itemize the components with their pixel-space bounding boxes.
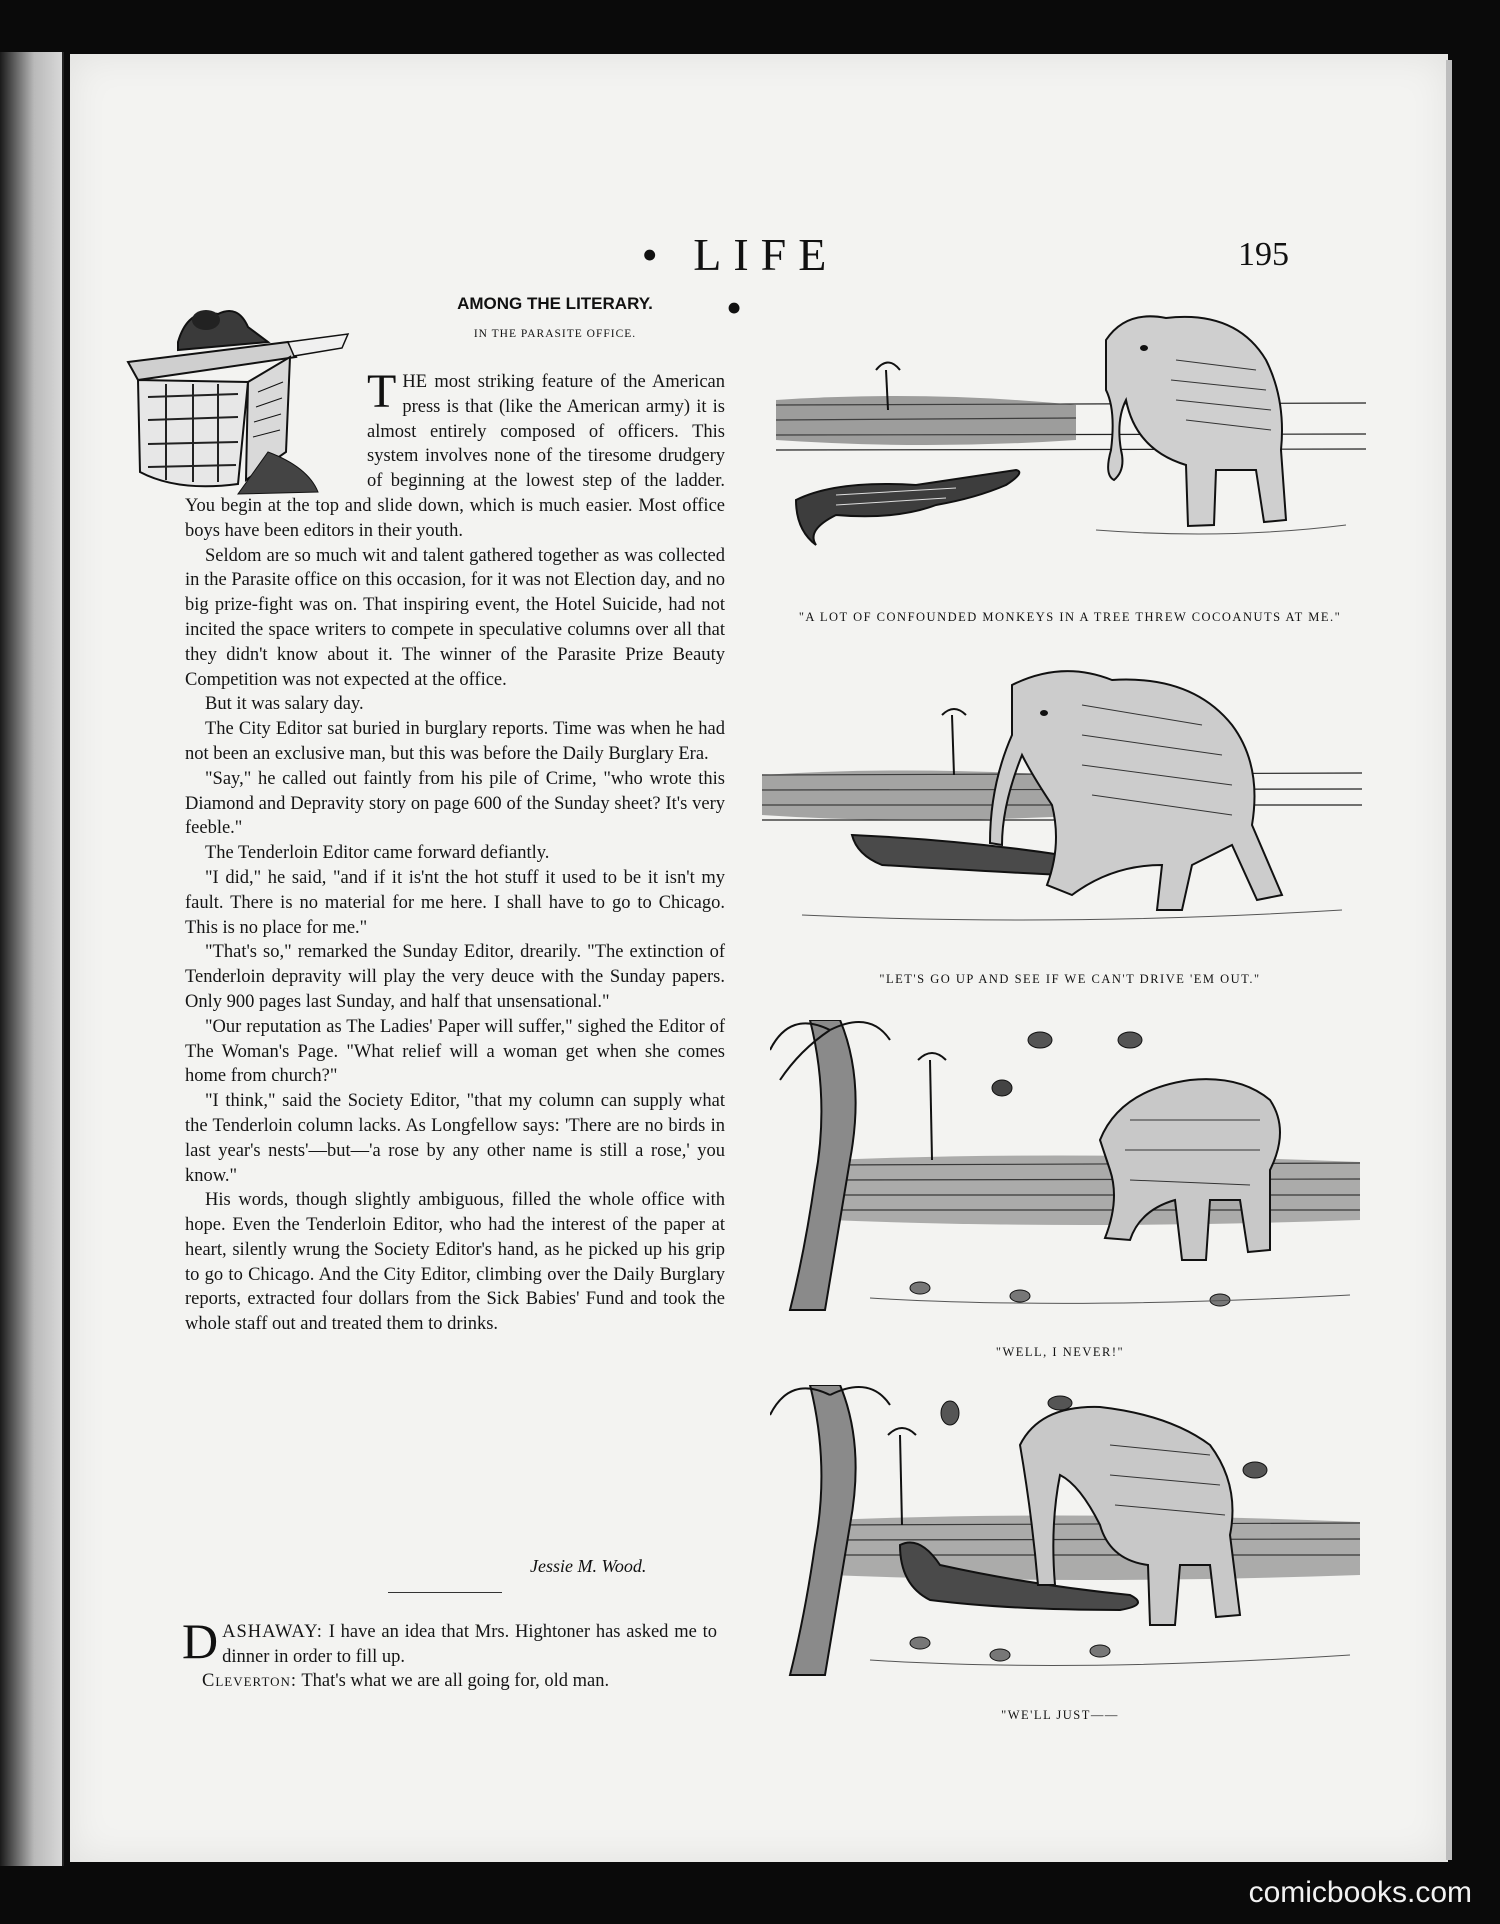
paragraph-2: Seldom are so much wit and talent gathered together as was collected in the Parasite office on this occasion, for it was not Election day, and no big prize-fight was on. That inspiring event, the Hotel Suicide, had not incited the space writers to compete in speculative columns over all that they didn't know about it. The winner of the Parasite Prize Beauty Competition was not expected at the office.	[185, 545, 725, 690]
speaker-cleverton: Cleverton:	[202, 1671, 298, 1691]
speaker-dashaway: ASHAWAY:	[222, 1622, 323, 1642]
joke-drop-cap: D	[182, 1613, 219, 1669]
dialogue-joke	[182, 1613, 718, 1694]
paragraph-7: "I did," he said, "and if it is'nt the hot stuff it used to be it isn't my fault. There is no material for me here. I shall have to go to Chicago. This is no place for me."	[185, 867, 725, 938]
watermark: comicbooks.com	[1248, 1876, 1472, 1909]
author-signature: Jessie M. Wood.	[530, 1556, 647, 1576]
adjacent-page-edge	[0, 52, 64, 1866]
caption-panel-4: "WE'LL JUST——	[1001, 1708, 1119, 1722]
paragraph-9: "Our reputation as The Ladies' Paper will suffer," sighed the Editor of The Woman's Page. "What relief will a woman get when she comes home from church?"	[185, 1016, 725, 1087]
paragraph-3: But it was salary day.	[205, 694, 364, 715]
paragraph-5: "Say," he called out faintly from his pile of Crime, "who wrote this Diamond and Depravity story on page 600 of the Sunday sheet? It's very feeble."	[185, 768, 725, 839]
paragraph-8: "That's so," remarked the Sunday Editor, drearily. "The extinction of Tenderloin depravity will play the very deuce with the Sunday papers. Only 900 pages last Sunday, and half that unsensational."	[185, 942, 725, 1012]
paragraph-4: The City Editor sat buried in burglary reports. Time was when he had not been an exclusive man, but this was before the Daily Burglary Era.	[185, 719, 725, 764]
joke-line-2: That's what we are all going for, old man.	[301, 1671, 610, 1691]
cartoon-panel-4	[770, 1385, 1360, 1685]
paragraph-1: THE most striking feature of the American press is that (like the American army) it is almost entirely composed of officers. This system involves none of the tiresome drudgery of beginning at the lowest step of the ladder. You begin at the top and slide down, which is much easier. Most office boys have been editors in their youth.	[185, 365, 725, 541]
cartoon-panel-2	[762, 665, 1362, 965]
paragraph-11: His words, though slightly ambiguous, filled the whole office with hope. Even the Tenderloin Editor, who had the interest of the paper at heart, silently wrung the Society Editor's hand, as he picked up his grip to go to Chicago. And the City Editor, climbing over the Daily Burglary reports, extracted four dollars from the Sick Babies' Fund and took the whole staff out and treated them to drinks.	[185, 1190, 725, 1335]
article-body	[185, 365, 725, 1337]
cartoon-panel-1	[776, 300, 1366, 590]
page-number: 195	[1238, 236, 1289, 273]
article-title: AMONG THE LITERARY.	[457, 294, 653, 313]
paragraph-10: "I think," said the Society Editor, "that my column can supply what the Tenderloin column lacks. As Longfellow says: 'There are no birds in last year's nests'—but—'a rose by any other name is still a rose,' you know."	[185, 1091, 725, 1186]
page-edge-shadow	[1446, 60, 1452, 1860]
joke-line-1: I have an idea that Mrs. Hightoner has asked me to dinner in order to fill up.	[222, 1622, 718, 1667]
paragraph-6: The Tenderloin Editor came forward defiantly.	[205, 843, 550, 864]
section-divider	[388, 1592, 502, 1593]
illustration-text-wrap	[185, 370, 367, 492]
masthead-title: • LIFE •	[641, 229, 839, 333]
caption-panel-1: "A LOT OF CONFOUNDED MONKEYS IN A TREE THREW COCOANUTS AT ME."	[798, 610, 1342, 624]
cartoon-panel-3	[770, 1020, 1360, 1320]
drop-cap: T	[367, 365, 397, 418]
caption-panel-3: "WELL, I NEVER!"	[995, 1345, 1125, 1359]
caption-panel-2: "LET'S GO UP AND SEE IF WE CAN'T DRIVE 'EM OUT."	[879, 972, 1261, 986]
article-subtitle: IN THE PARASITE OFFICE.	[473, 328, 637, 340]
